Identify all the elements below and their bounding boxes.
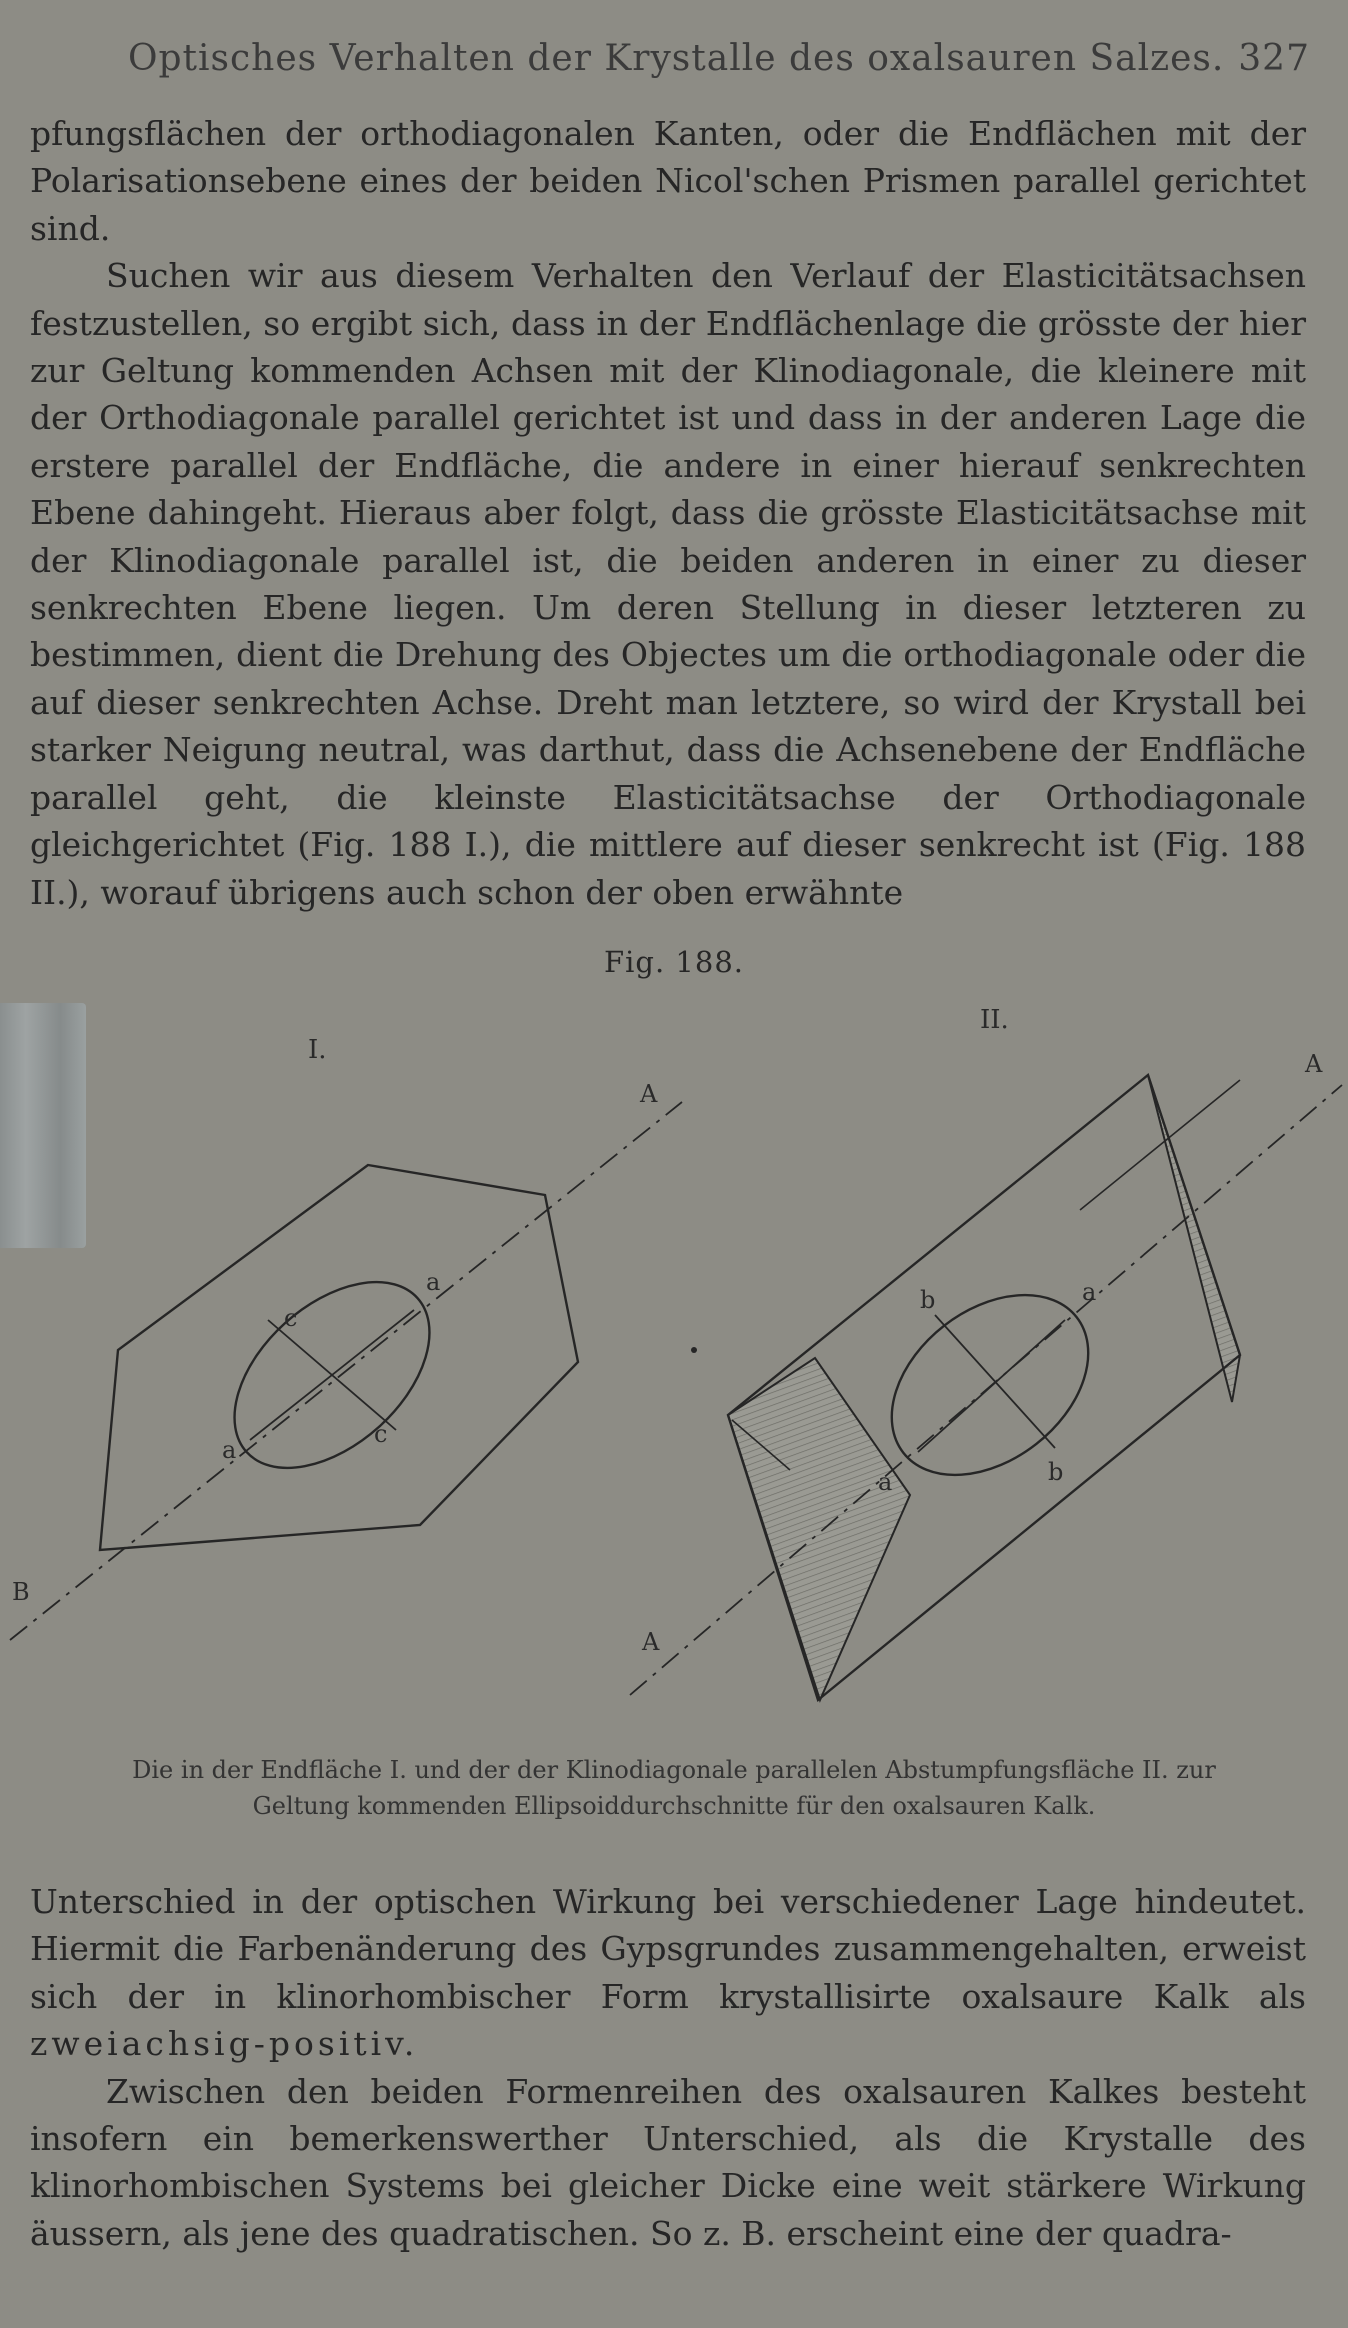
- paragraph-continued: pfungsflächen der orthodiagonalen Kanten, oder die Endflächen mit der Polarisationsebene eines der beiden Nicol'schen Prismen parallel gerichtet sind.: [30, 114, 1306, 248]
- panel-2-label-b-bottom: b: [1048, 1458, 1064, 1486]
- panel-2-axis-A: [630, 1085, 1342, 1695]
- panel-2-label-A-bottom: A: [642, 1628, 660, 1656]
- page-number: 327: [1238, 38, 1310, 79]
- figure-label: Fig. 188.: [604, 945, 744, 979]
- panel-2: [630, 1075, 1342, 1700]
- panel-2-shaded-left: [728, 1358, 910, 1700]
- panel-1-label-a-top: a: [426, 1268, 441, 1296]
- caption-line-1: Die in der Endfläche I. und der der Klinodiagonale parallelen Abstumpfungsfläche II. zur: [132, 1756, 1216, 1784]
- figure-188: [0, 990, 1348, 1720]
- panel-2-label-A-top: A: [1305, 1050, 1323, 1078]
- figure-188-drawing: [0, 990, 1348, 1720]
- conclusion-text: Unterschied in der optischen Wirkung bei verschiedener Lage hindeutet. Hiermit die Farbenänderung des Gypsgrundes zusammengehalten, erweist sich der in klinorhombischer Form krystallisirte oxalsaure Kalk als: [30, 1882, 1306, 2016]
- panel-2-label-a-bottom: a: [878, 1468, 893, 1496]
- panel-2-numeral: II.: [980, 1005, 1009, 1035]
- panel-1-label-a-bottom: a: [222, 1436, 237, 1464]
- paragraph-comparison: Zwischen den beiden Formenreihen des oxalsauren Kalkes besteht insofern ein bemerkenswerther Unterschied, als die Krystalle des klinorhombischen Systems bei gleicher Dicke eine weit stärkere Wirkung äussern, als jene des quadratischen. So z. B. erscheint eine der quadra-: [30, 2071, 1306, 2253]
- panel-1-labels: [12, 1035, 658, 1606]
- panel-1: [10, 1102, 682, 1640]
- top-text: [30, 110, 1306, 916]
- panel-1-label-B: B: [12, 1578, 30, 1606]
- figure-caption: [28, 1752, 1320, 1824]
- panel-1-label-A: A: [640, 1080, 658, 1108]
- paragraph-elasticity: Suchen wir aus diesem Verhalten den Verlauf der Elasticitätsachsen festzustellen, so ergibt sich, dass in der Endflächenlage die grösste der hier zur Geltung kommenden Achsen mit der Klinodiagonale, die kleinere mit der Orthodiagonale parallel gerichtet ist und dass in der anderen Lage die erstere parallel der Endfläche, die andere in einer hierauf senkrechten Ebene dahingeht. Hieraus aber folgt, dass die grösste Elasticitätsachse mit der Klinodiagonale parallel ist, die beiden anderen in einer zu dieser senkrechten Ebene liegen. Um deren Stellung in dieser letzteren zu bestimmen, dient die Drehung des Objectes um die orthodiagonale oder die auf dieser senkrechten Achse. Dreht man letztere, so wird der Krystall bei starker Neigung neutral, was darthut, dass die Achsenebene der Endfläche parallel geht, die kleinste Elasticitätsachse der Orthodiagonale gleichgerichtet (Fig. 188 I.), die mittlere auf dieser senkrecht ist (Fig. 188 II.), worauf übrigens auch schon der oben erwähnte: [30, 256, 1306, 912]
- conclusion-emphasis: zweiachsig-positiv.: [30, 2024, 419, 2064]
- paragraph-conclusion: [30, 1878, 1306, 2068]
- panel-1-axis-a: [250, 1310, 414, 1440]
- panel-2-label-b-top: b: [920, 1286, 936, 1314]
- panel-1-label-c-left: c: [284, 1304, 298, 1332]
- stray-dot: [691, 1347, 697, 1353]
- panel-2-shaded-right: [1148, 1075, 1240, 1402]
- caption-line-2: Geltung kommenden Ellipsoiddurchschnitte für den oxalsauren Kalk.: [252, 1792, 1096, 1820]
- panel-1-hexagon: [100, 1165, 578, 1550]
- panel-2-edge-top: [1080, 1080, 1240, 1210]
- header-title: Optisches Verhalten der Krystalle des oxalsauren Salzes.: [128, 38, 1225, 79]
- running-header: [120, 38, 1310, 88]
- bottom-text: [30, 1878, 1306, 2257]
- panel-1-label-c-right: c: [374, 1420, 388, 1448]
- panel-1-numeral: I.: [308, 1035, 327, 1065]
- panel-2-label-a-top: a: [1082, 1278, 1097, 1306]
